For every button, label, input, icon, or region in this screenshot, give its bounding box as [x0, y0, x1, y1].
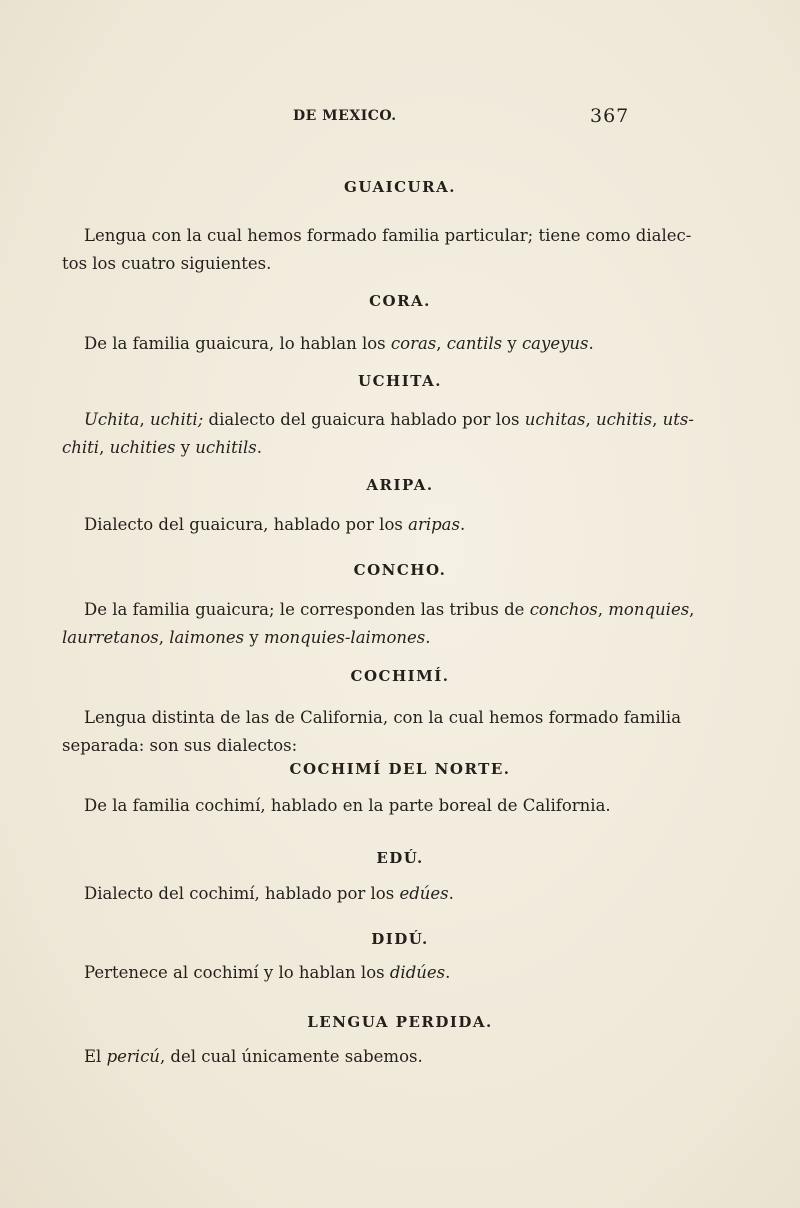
- text-line: [62, 624, 650, 652]
- text-line: [62, 222, 692, 250]
- italic-term: Uchita: [84, 410, 140, 429]
- text-run: ,: [597, 600, 609, 619]
- italic-term: chiti: [62, 438, 100, 457]
- text-line: [62, 1043, 650, 1071]
- section-text-cochimi: [62, 704, 682, 760]
- text-line: [62, 704, 682, 732]
- text-run: tos los cuatro siguientes.: [62, 254, 272, 273]
- section-text-edu: [62, 880, 650, 908]
- text-line: [62, 959, 650, 987]
- italic-term: coras: [390, 334, 437, 353]
- italic-term: laimones: [169, 628, 245, 647]
- text-line: [62, 880, 650, 908]
- italic-term: uts-: [662, 410, 694, 429]
- text-line: [62, 434, 650, 462]
- text-run: , del cual únicamente sabemos.: [159, 1047, 423, 1066]
- text-run: ,: [139, 410, 151, 429]
- text-run: Pertenece al cochimí y lo hablan los: [84, 963, 390, 982]
- section-heading-guaicura: GUAICURA.: [344, 178, 456, 196]
- section-text-concho: [62, 596, 695, 652]
- section-heading-aripa: ARIPA.: [366, 476, 434, 494]
- section-text-aripa: [62, 511, 650, 539]
- text-run: De la familia cochimí, hablado en la parte boreal de California.: [84, 796, 611, 815]
- section-text-cora: [62, 330, 650, 358]
- section-heading-lengua-perdida: LENGUA PERDIDA.: [307, 1013, 493, 1031]
- text-run: .: [459, 515, 466, 534]
- text-run: ,: [689, 600, 695, 619]
- italic-term: uchitas: [524, 410, 586, 429]
- text-run: .: [425, 628, 431, 647]
- italic-term: cayeyus: [521, 334, 589, 353]
- italic-term: aripas: [408, 515, 460, 534]
- text-run: Lengua con la cual hemos formado familia particular; tiene como dialec-: [84, 226, 692, 245]
- text-run: .: [448, 884, 454, 903]
- section-text-guaicura: [62, 222, 692, 278]
- text-run: y: [244, 628, 264, 647]
- page-number: 367: [590, 105, 630, 127]
- text-run: Dialecto del guaicura, hablado por los: [84, 515, 409, 534]
- section-text-uchita: [62, 406, 694, 462]
- section-heading-edu: EDÚ.: [376, 849, 424, 867]
- text-line: [62, 330, 650, 358]
- text-run: Lengua distinta de las de California, con la cual hemos formado familia: [84, 708, 682, 727]
- text-run: ,: [436, 334, 447, 353]
- text-run: Dialecto del cochimí, hablado por los: [84, 884, 400, 903]
- section-heading-didu: DIDÚ.: [371, 930, 429, 948]
- italic-term: monquies: [608, 600, 690, 619]
- italic-term: uchitis: [595, 410, 653, 429]
- text-run: ,: [652, 410, 663, 429]
- section-heading-cochimi-del-norte: COCHIMÍ DEL NORTE.: [289, 760, 511, 778]
- section-heading-cora: CORA.: [369, 292, 431, 310]
- text-run: .: [256, 438, 262, 457]
- section-text-didu: [62, 959, 650, 987]
- italic-term: uchiti;: [150, 410, 204, 429]
- section-heading-concho: CONCHO.: [353, 561, 447, 579]
- text-run: De la familia guaicura; le corresponden las tribus de: [84, 600, 530, 619]
- section-heading-cochimi: COCHIMÍ.: [350, 667, 450, 685]
- italic-term: conchos: [529, 600, 598, 619]
- text-line: [62, 732, 650, 760]
- text-run: El: [84, 1047, 107, 1066]
- italic-term: monquies-laimones: [263, 628, 426, 647]
- section-text-lengua-perdida: [62, 1043, 650, 1071]
- running-head: [0, 105, 800, 132]
- section-text-cochimi-del-norte: [62, 792, 650, 820]
- italic-term: uchitils: [195, 438, 257, 457]
- text-line: [62, 596, 695, 624]
- text-run: dialecto del guaicura hablado por los: [203, 410, 525, 429]
- text-run: ,: [158, 628, 170, 647]
- text-run: .: [588, 334, 594, 353]
- text-run: separada: son sus dialectos:: [62, 736, 298, 755]
- text-run: y: [502, 334, 522, 353]
- running-title: DE MEXICO.: [293, 108, 397, 124]
- text-run: ,: [99, 438, 110, 457]
- text-line: [62, 511, 650, 539]
- text-line: [62, 250, 650, 278]
- italic-term: pericú: [106, 1047, 160, 1066]
- text-run: y: [175, 438, 196, 457]
- section-heading-uchita: UCHITA.: [358, 372, 442, 390]
- italic-term: edúes: [399, 884, 449, 903]
- italic-term: uchities: [109, 438, 176, 457]
- text-line: [62, 792, 650, 820]
- text-run: De la familia guaicura, lo hablan los: [84, 334, 391, 353]
- text-run: ,: [585, 410, 596, 429]
- italic-term: laurretanos: [62, 628, 159, 647]
- text-run: .: [445, 963, 451, 982]
- italic-term: cantils: [446, 334, 503, 353]
- italic-term: didúes: [389, 963, 446, 982]
- text-line: [62, 406, 694, 434]
